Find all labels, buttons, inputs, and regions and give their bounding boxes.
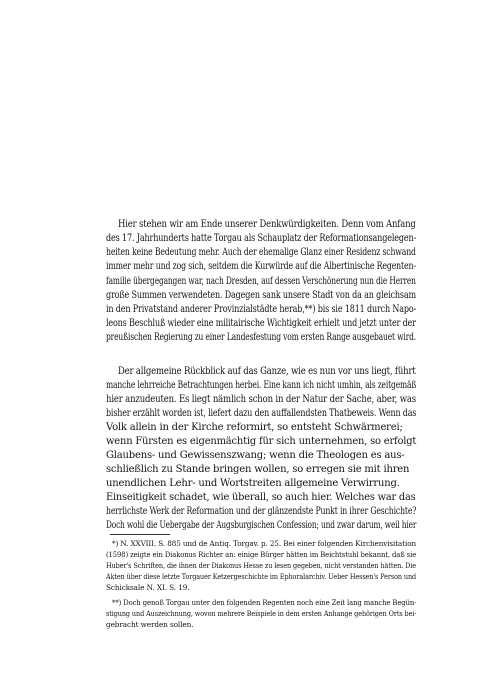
text-line: Hier stehen wir am Ende unserer Denkwürdigkeiten. Denn vom Anfang	[118, 219, 416, 230]
text-line: Doch wohl die Uebergabe der Augsburgischen Confession; und zwar darum, weil hier	[106, 520, 417, 531]
text-line: des 17. Jahrhunderts hatte Torgau als Schauplatz der Reformationsangelegen-	[106, 233, 417, 244]
text-line: Einseitigkeit schadet, wie überall, so auch hier. Welches war das	[106, 492, 416, 503]
footnote-line: Akten über diese letzte Torgauer Ketzergeschichte im Ephoralarchiv. Ueber Hessen's Person und	[106, 572, 417, 581]
text-line: heiten keine Bedeutung mehr. Auch der ehemalige Glanz einer Residenz schwand	[106, 247, 416, 258]
text-line: manche lehrreiche Betrachtungen herbei. Eine kann ich nicht umhin, als zeitgemäß	[106, 380, 417, 391]
text-line: Volk allein in der Kirche reformirt, so entsteht Schwärmerei;	[106, 422, 403, 433]
footnote-line: gebracht werden sollen.	[106, 620, 194, 629]
footnote-line: **) Doch genoß Torgau unter den folgenden Regenten noch eine Zeit lang manche Begün-	[112, 598, 417, 607]
text-line: große Summen verwendeten. Dagegen sank unsere Stadt von da an gleichsam	[106, 290, 416, 301]
text-line: wenn Fürsten es eigenmächtig für sich unternehmen, so erfolgt	[106, 436, 417, 447]
footnote-divider	[110, 534, 170, 535]
footnote-line: Schicksale N. XI. S. 19.	[106, 583, 190, 592]
text-line: hier anzudeuten. Es liegt nämlich schon in der Natur der Sache, aber, was	[106, 394, 416, 405]
footnote-line: *) N. XXVIII. S. 885 und de Antiq. Torgav. p. 25. Bei einer folgenden Kirchenvisitation	[112, 539, 417, 548]
text-line: leons Beschluß wieder eine militairische Wichtigkeit erhielt und jetzt unter der	[106, 318, 416, 329]
text-line: unendlichen Lehr- und Wortstreiten allgemeine Verwirrung.	[106, 478, 400, 489]
text-line: bisher erzählt worden ist, liefert dazu den auffallendsten Thatbeweis. Wenn das	[106, 408, 417, 419]
footnote-line: (1598) zeigte ein Diakonus Richter an: einige Bürger hätten im Beichtstuhl bekannt, daß sie	[106, 550, 417, 559]
text-line: schließlich zu Stande bringen wollen, so erregen sie mit ihren	[106, 464, 410, 475]
text-line: in den Privatstand anderer Provinzialstädte herab,**) bis sie 1811 durch Napo-	[106, 304, 417, 315]
footnote-line: stigung und Auszeichnung, wovon mehrere Beispiele in dem ersten Anhange gehörigen Orts bei-	[106, 609, 417, 618]
text-line: Glaubens- und Gewissenszwang; wenn die Theologen es aus-	[106, 450, 405, 461]
footnote-line: Huber's Schriften, die ihnen der Diakonus Hesse zu lesen gegeben, nicht verstanden hätten. Die	[106, 561, 416, 570]
text-line: immer mehr und zog sich, seitdem die Kurwürde auf die Albertinische Regenten-	[106, 261, 416, 272]
text-line: herrlichste Werk der Reformation und der glänzendste Punkt in ihrer Geschichte?	[106, 506, 417, 517]
text-line: Der allgemeine Rückblick auf das Ganze, wie es nun vor uns liegt, führt	[118, 366, 416, 377]
text-line: preußischen Regierung zu einer Landesfestung vom ersten Range ausgebauet wird.	[106, 332, 417, 343]
text-line: familie übergegangen war, nach Dresden, auf dessen Verschönerung nun die Herren	[106, 276, 416, 287]
